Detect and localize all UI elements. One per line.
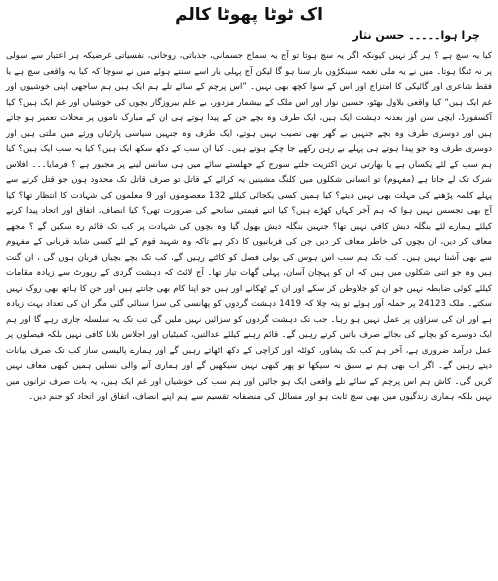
column-body-text: کیا یہ سچ ہے ؟ ہر گز نہیں کیونکہ اگر یہ سچ ہوتا تو آج یہ سماج جسمانی، جذباتی، روحانی، نفسیاتی غرضیکہ ہر اعتبار سے سولی پر نہ ٹنگا ہوتا۔ میں نے یہ ملی نغمہ سینکڑوں بار سنا ہو گا لیکن آج پہلی بار اسے سنتے ہوئے میں نے سوچا کہ کیا یہ واقعی سچ ہے یا فقط شاعری اور گائیکی کا امتزاج اور اس کے سوا کچھ بھی نہیں۔ ”اس پرچم کے سائے تلے ہم ایک ہیں ہم ساجھی اپنی خوشیوں اور غم ایک ہیں“ کیا واقعی بلاول بھٹو، حسین نواز اور اس ملک کے بیشمار مزدور، بے علم بیروزگار بچوں کی خوشیاں اور غم ایک ہیں؟ کیا آکسفورڈ، ایچی سن اور بعدنہ دہشت ایک ہیں، ایک طرف وہ بچے جن کے پیدا ہوتے ہی ان کے مبارک ناموں پر محلات تعمیر ہو جاتے ہیں اور دوسری طرف وہ بچے جنہیں بے گھر بھی نصیب نہیں ہوتے، ایک طرف وہ جنہیں سیاسی پارٹیاں ورثے میں ملتی ہیں اور دوسری طرف وہ جو پیدا ہوتے ہی پہلے بے رہن رکھے جا چکے ہوتے ہیں۔ کیا ان سب کے دکھ سکھ ایک ہیں؟ کیا یہ سب ایک ہیں؟ کیا ہم سب کے لئے یکساں ہے یا بھارتی ترین اکثریت جلتے سورج کے جھلستے سائے میں ہی سانس لینے پر مجبور ہے ؟ فرمایا۔۔۔ افلاس شرک تک لے جاتا ہے (مفہوم) تو انسانی شکلوں میں کلنگ مشینیں یہ کرائے کے قاتل تو صرف قاتل تک محدود ہوں جو قتل کرنے سے پہلے کلمہ پڑھنے کی مہلت بھی نہیں دیتے؟ کیا ہمیں کسی یکجائی کیلئے 132 معصوموں اور 9 معلموں کی شہادت کا انتظار تھا؟ کیا آج بھی تجسس نہیں ہوا کہ ہم آخر کہاں کھڑے ہیں؟ کیا اتنے قیمتی سانحے کی ضرورت تھی؟ کیا انصاف، اتفاق اور اتحاد پیدا کرنے کیلئے ہمارے لئے بنگلہ دیش کافی نہیں تھا؟ جنہیں بنگلہ دیش بھول گیا وہ بچوں کی شہادت پر کب تک قائم رہ سکیں گے ؟ مجھے معاف کر دیں، ان بچوں کی خاطر معاف کر دیں جن کی قربانیوں کا ذکر ہے تاکہ وہ شہید قوم کے لئے کسی شاید قربانی کے مفہوم سے بھی آشنا نہیں ہیں۔ کب تک ہم سب اس ہوس کی بولی فصل کو کاٹتے رہیں گے، کب تک بچے بچیاں قربان ہوں گی ، ان گنت ہیں وہ جو اتنی شکلوں میں ہیں کہ ان کو پہچان آسان، پہلی گھات تیار تھا۔ آج لائٹ کہ دہشت گردی کے رپورٹ سے زیادہ مقامات کیلئے کوئی ضابطہ نہیں جو ان کو جلاوطن کر سکے اور ان کے ٹھکانے اور ہیں جو اپنا کام بھی جانتے ہیں اور جن کا ہاتھ بھی روک نہیں سکتے۔ ملک 24123 پر حملہ آور ہوئے تو پتہ چلا کہ 1419 دہشت گردوں کو پھانسی کی سزا سنائی گئی مگر ان کی تعداد بہت زیادہ ہے اور ان کی سزاؤں پر عمل نہیں ہو رہا۔ جب تک دہشت گردوں کو سزائیں نہیں ملیں گی تب تک یہ سلسلہ جاری رہے گا اور ہم ایک دوسرے کو بچانے کی بجائے صرف باتیں کرتے رہیں گے۔ قائم رہنے کیلئے عدالتیں، کمیٹیاں اور اجلاس بلانا کافی نہیں بلکہ فیصلوں پر عمل درآمد ضروری ہے، آخر ہم کب تک پشاور، کوئٹہ اور کراچی کے دکھ اٹھاتے رہیں گے اور ہمارے پالیسی ساز کب تک صرف بیانات دیتے رہیں گے۔ اگر اب بھی ہم نے سبق نہ سیکھا تو پھر کبھی نہیں سیکھیں گے اور ہماری آنے والی نسلیں ہمیں کبھی معاف نہیں کریں گی۔ کاش ہم اس پرچم کے سائے تلے واقعی ایک ہو جائیں اور ہم سب کی خوشیاں اور غم ایک ہیں، یہ بات صرف ترانوں میں نہیں بلکہ ہماری زندگیوں میں بھی سچ ثابت ہو اور مسائل کی منصفانہ تقسیم سے ہم اپنے انصاف، اتفاق اور اتحاد کو جنم دیں۔: [6, 51, 493, 402]
column-byline: چرا ہوا۔۔۔۔۔ حسن نثار: [352, 29, 480, 42]
column-title: اک ٹوٹا پھوٹا کالم: [175, 5, 323, 25]
